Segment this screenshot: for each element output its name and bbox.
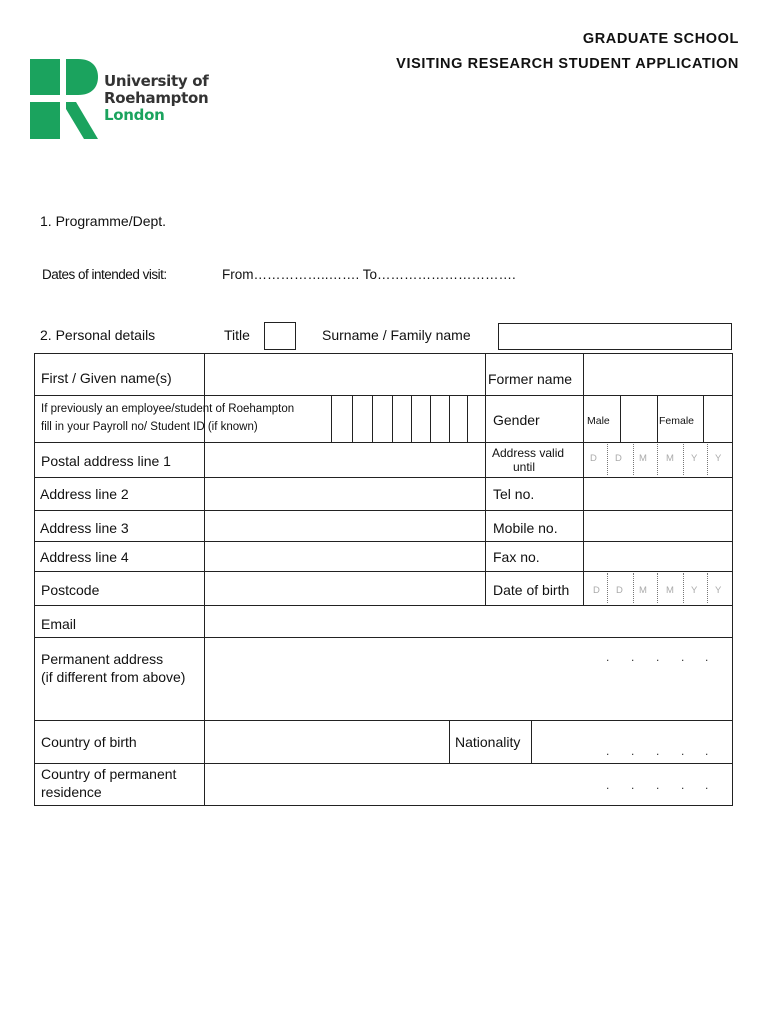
address-valid-until-label: until	[513, 460, 536, 474]
fax-input[interactable]	[584, 542, 732, 571]
address-valid-day1[interactable]: D	[590, 453, 597, 464]
payroll-label-line2: fill in your Payroll no/ Student ID (if known)	[41, 421, 258, 433]
address-line2-input[interactable]	[205, 478, 485, 510]
tel-input[interactable]	[584, 478, 732, 510]
faint-dot: .	[681, 744, 685, 758]
faint-dot: .	[656, 744, 660, 758]
gender-label: Gender	[493, 412, 540, 428]
dates-intended-visit-label: Dates of intended visit:	[42, 267, 167, 282]
dob-year2[interactable]: Y	[715, 585, 722, 596]
gender-box-divider	[657, 395, 658, 442]
address-line3-label: Address line 3	[40, 520, 129, 536]
mobile-label: Mobile no.	[493, 520, 558, 536]
email-label: Email	[41, 616, 77, 632]
former-name-label: Former name	[488, 371, 573, 387]
country-residence-label-line2: residence	[41, 784, 102, 800]
mobile-input[interactable]	[584, 511, 732, 541]
first-name-input[interactable]	[205, 354, 485, 395]
gender-female-label: Female	[659, 415, 695, 427]
date-divider	[607, 444, 608, 475]
postal-address-line1-input[interactable]	[205, 443, 485, 477]
surname-label: Surname / Family name	[322, 327, 471, 343]
faint-dot: .	[631, 650, 635, 664]
country-residence-label: Country of permanent	[41, 766, 177, 782]
faint-dot: .	[606, 650, 610, 664]
email-input[interactable]	[205, 606, 732, 637]
gender-male-checkbox[interactable]	[621, 396, 657, 442]
header-application-title: VISITING RESEARCH STUDENT APPLICATION	[396, 56, 739, 72]
date-divider	[657, 444, 658, 475]
faint-dot: .	[705, 744, 709, 758]
payroll-id-input[interactable]	[332, 396, 467, 442]
gender-female-checkbox[interactable]	[704, 396, 732, 442]
dob-month1[interactable]: M	[639, 585, 647, 596]
dob-day2[interactable]: D	[616, 585, 623, 596]
gender-male-label: Male	[587, 415, 610, 427]
programme-dept-label: 1. Programme/Dept.	[40, 213, 167, 229]
faint-dot: .	[631, 778, 635, 792]
title-input[interactable]	[264, 322, 296, 350]
date-divider	[633, 444, 634, 475]
date-divider	[707, 573, 708, 603]
first-name-label: First / Given name(s)	[41, 370, 172, 386]
faint-dot: .	[656, 778, 660, 792]
personal-details-heading: 2. Personal details	[40, 327, 156, 343]
address-valid-day2[interactable]: D	[615, 453, 622, 464]
address-valid-year1[interactable]: Y	[691, 453, 698, 464]
faint-dot: .	[681, 650, 685, 664]
faint-dot: .	[656, 650, 660, 664]
date-divider	[607, 573, 608, 603]
postal-address-line1-label: Postal address line 1	[41, 453, 171, 469]
logo-text-roehampton: Roehampton	[104, 89, 209, 107]
surname-input[interactable]	[498, 323, 732, 350]
dates-from-to-field[interactable]: From……………..……. To………………………….	[222, 267, 516, 282]
address-line4-label: Address line 4	[40, 549, 129, 565]
col-divider	[485, 353, 486, 605]
date-divider	[657, 573, 658, 603]
address-line2-label: Address line 2	[40, 486, 129, 502]
faint-dot: .	[681, 778, 685, 792]
postcode-label: Postcode	[41, 582, 100, 598]
faint-dot: .	[705, 650, 709, 664]
fax-label: Fax no.	[493, 549, 540, 565]
logo-text-university: University of	[104, 72, 209, 90]
faint-dot: .	[705, 778, 709, 792]
col-divider	[449, 720, 450, 763]
payroll-label-line1: If previously an employee/student of Roehampton	[41, 403, 295, 415]
faint-dot: .	[606, 778, 610, 792]
permanent-address-label: Permanent address	[41, 651, 164, 667]
tel-label: Tel no.	[493, 486, 535, 502]
date-divider	[683, 444, 684, 475]
dob-day1[interactable]: D	[593, 585, 600, 596]
country-of-birth-label: Country of birth	[41, 734, 137, 750]
date-divider	[683, 573, 684, 603]
title-label: Title	[224, 327, 250, 343]
address-valid-year2[interactable]: Y	[715, 453, 722, 464]
postcode-input[interactable]	[205, 572, 485, 605]
former-name-input[interactable]	[584, 354, 732, 395]
address-valid-label: Address valid	[492, 446, 565, 460]
country-residence-input[interactable]	[205, 764, 732, 805]
address-line4-input[interactable]	[205, 542, 485, 571]
payroll-box-divider	[467, 395, 468, 442]
university-logo-icon	[30, 59, 98, 139]
date-divider	[633, 573, 634, 603]
permanent-address-input[interactable]	[205, 638, 732, 720]
address-valid-month1[interactable]: M	[639, 453, 647, 464]
address-valid-month2[interactable]: M	[666, 453, 674, 464]
date-of-birth-label: Date of birth	[493, 582, 570, 598]
dob-year1[interactable]: Y	[691, 585, 698, 596]
nationality-input[interactable]	[532, 721, 732, 763]
country-of-birth-input[interactable]	[205, 721, 449, 763]
header-graduate-school: GRADUATE SCHOOL	[582, 31, 739, 47]
faint-dot: .	[606, 744, 610, 758]
date-divider	[707, 444, 708, 475]
logo-text-london: London	[104, 106, 165, 124]
permanent-address-note: (if different from above)	[41, 669, 186, 685]
address-line3-input[interactable]	[205, 511, 485, 541]
dob-month2[interactable]: M	[666, 585, 674, 596]
faint-dot: .	[631, 744, 635, 758]
nationality-label: Nationality	[455, 734, 521, 750]
